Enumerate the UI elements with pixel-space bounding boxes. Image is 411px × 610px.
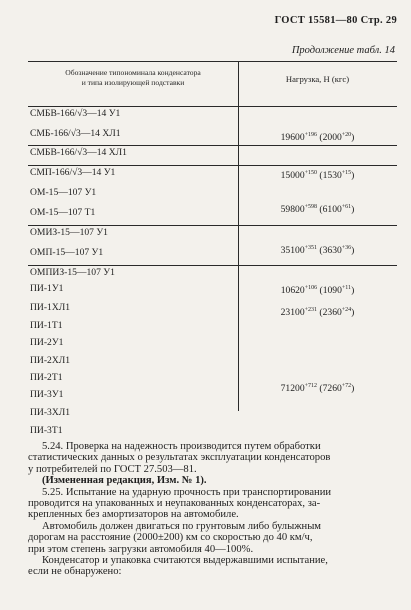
table-header-border [28,106,397,107]
load-tolerance: +106 [304,285,318,291]
table-row: СМБВ-166/√3—14 ХЛ1 [30,147,127,158]
load-value: $15000^{+150}$ $(1530^{+15})$ [280,170,355,181]
load-tolerance: +712 [304,383,317,389]
paragraph-vehicle-line: дорогам на расстояние (2000±200) км со скоростью до 40 км/ч, [28,532,313,544]
paragraph-5-25-line: крепленных без амортизаторов на автомобиле. [28,509,239,521]
load-kgs: 1530 [322,170,342,181]
table-row: ПИ-3Т1 [30,425,63,436]
load-tolerance: +351 [304,245,317,251]
table-row: ОМИЗ-15—107 У1 [30,227,108,238]
load-kgs: 3630 [322,245,342,256]
loads-table [28,61,397,436]
paragraph-vehicle-line: Автомобиль должен двигаться по грунтовым либо булыжным [42,520,322,532]
load-tolerance: +150 [304,170,317,176]
table-row: ОМПИЗ-15—107 У1 [30,267,115,278]
table-row: ОМП-15—107 У1 [30,247,104,258]
paragraph-5-25-line: проводится на упакованных и неупакованных конденсаторах, за- [28,498,321,510]
table-row: ПИ-3ХЛ1 [30,407,71,418]
load-value: $71200^{+712}$ $(7260^{+72})$ [280,383,355,394]
paragraph-5-25-line: 5.25. Испытание на ударную прочность при транспортировании [42,486,332,498]
table-row: СМБВ-166/√3—14 У1 [30,108,121,119]
load-value: $10620^{+106}$ $(1090^{+11})$ [280,285,355,296]
load-kgs-tolerance: +20 [341,132,352,138]
load-tolerance: +598 [304,204,317,210]
table-group-border [28,265,397,266]
paragraph-vehicle-line: при этом степень загрузки автомобиля 40—100%. [28,543,254,555]
table-row: ПИ-3У1 [30,389,64,400]
load-newton: 15000 [280,170,305,181]
paragraph-result-line: Конденсатор и упаковка считаются выдержавшими испытание, [42,555,328,567]
table-row: ПИ-1У1 [30,283,64,294]
column-header-designation [28,68,238,88]
column-header-line: и типа изолирующей подставки [81,78,185,87]
table-row: ПИ-2Т1 [30,372,63,383]
load-newton: 35100 [280,245,305,256]
load-value: $23100^{+231}$ $(2360^{+24})$ [280,307,355,318]
load-kgs-tolerance: +61 [341,204,352,210]
load-kgs: 6100 [322,204,342,215]
paragraph-5-24-line: у потребителей по ГОСТ 27.503—81. [28,463,197,475]
body-text [28,441,396,578]
load-kgs-tolerance: +72 [341,383,352,389]
load-newton: 19600 [280,132,305,143]
page-header [275,15,397,26]
table-column-divider [238,61,239,411]
table-row: ОМ-15—107 Т1 [30,207,96,218]
table-row: ОМ-15—107 У1 [30,187,97,198]
load-kgs-tolerance: +36 [341,245,352,251]
load-kgs: 7260 [322,383,342,394]
load-newton: 23100 [280,307,305,318]
column-header-line: Обозначение типономинала конденсатора [65,68,201,77]
table-top-border [28,61,397,62]
column-header-load: Нагрузка, Н (кгс) [285,74,350,84]
load-newton: 10620 [280,285,305,296]
gost-number: ГОСТ 15581—80 [274,15,358,26]
paragraph-5-24-line: статистических данных о результатах эксплуатации конденсаторов [28,452,331,464]
paragraph-5-24-line: 5.24. Проверка на надежность производится путем обработки [42,441,321,452]
table-continuation-label: Продолжение табл. 14 [291,45,395,56]
table-row: ПИ-2У1 [30,337,64,348]
load-value: $59800^{+598}$ $(6100^{+61})$ [280,204,355,215]
load-tolerance: +231 [304,307,317,313]
table-group-border [28,145,397,146]
load-value: $19600^{+196}$ $(2000^{+20})$ [280,132,355,143]
table-row: ПИ-1ХЛ1 [30,302,71,313]
load-kgs: 1090 [322,285,342,296]
table-row: ПИ-1Т1 [30,320,63,331]
table-row: СМБ-166/√3—14 ХЛ1 [30,128,121,139]
load-kgs-tolerance: +24 [341,307,352,313]
load-newton: 59800 [280,204,305,215]
load-value: $35100^{+351}$ $(3630^{+36})$ [280,245,355,256]
table-row: СМП-166/√3—14 У1 [30,167,116,178]
amendment-note: (Измененная редакция, Изм. № 1). [42,475,207,487]
load-kgs-tolerance: +11 [341,285,352,291]
table-group-border [28,225,397,226]
load-tolerance: +196 [304,132,317,138]
table-group-border [28,165,397,166]
table-row: ПИ-2ХЛ1 [30,355,71,366]
load-kgs-tolerance: +15 [341,170,352,176]
page-number: Стр. 29 [360,15,397,26]
load-kgs: 2360 [322,307,342,318]
paragraph-result-line: если не обнаружено: [28,566,122,578]
load-newton: 71200 [280,383,305,394]
load-kgs: 2000 [322,132,342,143]
